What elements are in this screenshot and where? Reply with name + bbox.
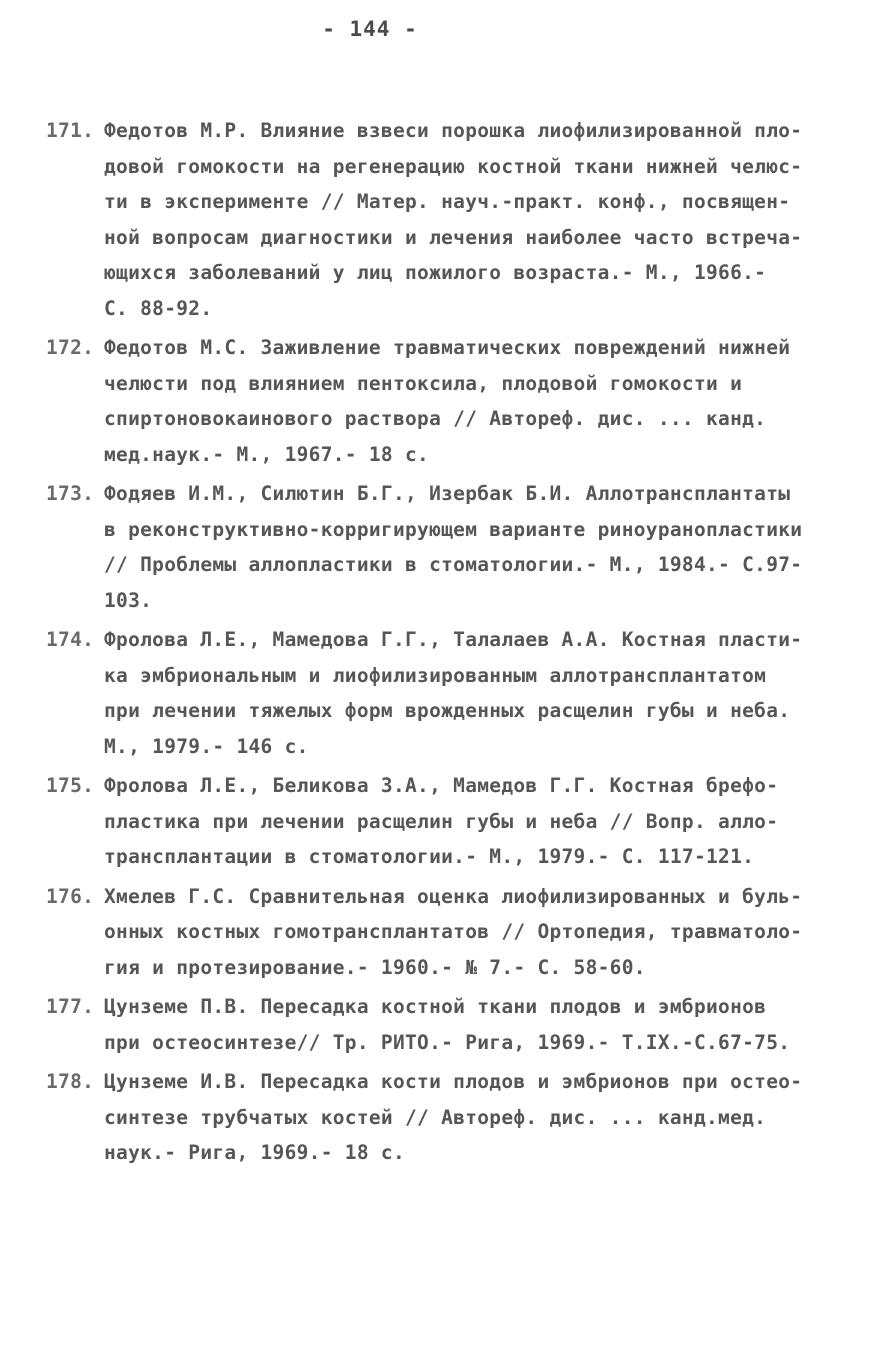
reference-text-line: гия и протезирование.- 1960.- № 7.- С. 58-60.	[104, 955, 646, 979]
reference-text-line: пластика при лечении расщелин губы и неба // Вопр. алло-	[104, 809, 779, 833]
reference-text-line: С. 88-92.	[104, 296, 213, 320]
reference-entry	[46, 113, 846, 326]
page-number: - 144 -	[322, 17, 418, 41]
reference-text-line: Цунземе П.В. Пересадка костной ткани плодов и эмбрионов	[104, 995, 767, 1018]
reference-text-line: 103.	[104, 588, 153, 612]
reference-text-line: в реконструктивно-корригирующем варианте риноуранопластики	[104, 517, 803, 541]
reference-number: 174.	[46, 628, 95, 651]
reference-entry	[46, 1064, 846, 1171]
reference-entry	[46, 989, 846, 1060]
reference-number: 176.	[46, 884, 95, 908]
reference-text-line: Фодяев И.М., Силютин Б.Г., Изербак Б.И. Аллотрансплантаты	[104, 482, 791, 505]
reference-number: 175.	[46, 774, 95, 797]
reference-text-line: челюсти под влиянием пентоксила, плодовой гомокости и	[104, 371, 743, 395]
reference-text-line: при остеосинтезе// Тр. РИТО.- Рига, 1969.- Т.IX.-С.67-75.	[104, 1030, 791, 1054]
reference-text-line: довой гомокости на регенерацию костной ткани нижней челюс-	[104, 154, 803, 178]
reference-text-line: наук.- Рига, 1969.- 18 с.	[104, 1141, 405, 1164]
reference-number: 177.	[46, 995, 95, 1018]
reference-text-line: // Проблемы аллопластики в стоматологии.- М., 1984.- С.97-	[104, 553, 803, 576]
reference-text-line: ющихся заболеваний у лиц пожилого возраста.- М., 1966.-	[104, 261, 767, 284]
reference-entry	[46, 476, 846, 618]
reference-text-line: синтезе трубчатых костей // Автореф. дис. ... канд.мед.	[104, 1105, 767, 1129]
reference-text-line: ти в эксперименте // Матер. науч.-практ. конф., посвящен-	[104, 190, 791, 213]
reference-text-line: Федотов М.С. Заживление травматических повреждений нижней	[104, 336, 791, 359]
reference-text-line: Хмелев Г.С. Сравнительная оценка лиофилизированных и буль-	[104, 884, 803, 908]
reference-entry	[46, 768, 846, 875]
reference-text-line: Фролова Л.Е., Беликова З.А., Мамедов Г.Г. Костная брефо-	[104, 774, 779, 797]
reference-text-line: Федотов М.Р. Влияние взвеси порошка лиофилизированной пло-	[104, 119, 803, 142]
reference-text-line: М., 1979.- 146 с.	[104, 734, 309, 758]
reference-text-line: при лечении тяжелых форм врожденных расщелин губы и неба.	[104, 699, 791, 722]
reference-number: 178.	[46, 1070, 95, 1093]
reference-number: 172.	[46, 336, 95, 359]
reference-entry	[46, 879, 846, 986]
reference-number: 171.	[46, 119, 95, 142]
reference-number: 173.	[46, 482, 95, 505]
reference-text-line: Цунземе И.В. Пересадка кости плодов и эмбрионов при остео-	[104, 1070, 803, 1093]
reference-text-line: мед.наук.- М., 1967.- 18 с.	[104, 442, 430, 466]
reference-text-line: ка эмбриональным и лиофилизированным аллотрансплантатом	[104, 663, 767, 687]
reference-list	[46, 113, 846, 1175]
reference-text-line: Фролова Л.Е., Мамедова Г.Г., Талалаев А.А. Костная пласти-	[104, 628, 803, 651]
reference-text-line: спиртоновокаинового раствора // Автореф. дис. ... канд.	[104, 407, 767, 430]
reference-text-line: ной вопросам диагностики и лечения наиболее часто встреча-	[104, 225, 803, 249]
reference-text-line: трансплантации в стоматологии.- М., 1979.- С. 117-121.	[104, 845, 755, 868]
reference-entry	[46, 330, 846, 472]
reference-text-line: онных костных гомотрансплантатов // Ортопедия, травматоло-	[104, 920, 803, 943]
reference-entry	[46, 622, 846, 764]
